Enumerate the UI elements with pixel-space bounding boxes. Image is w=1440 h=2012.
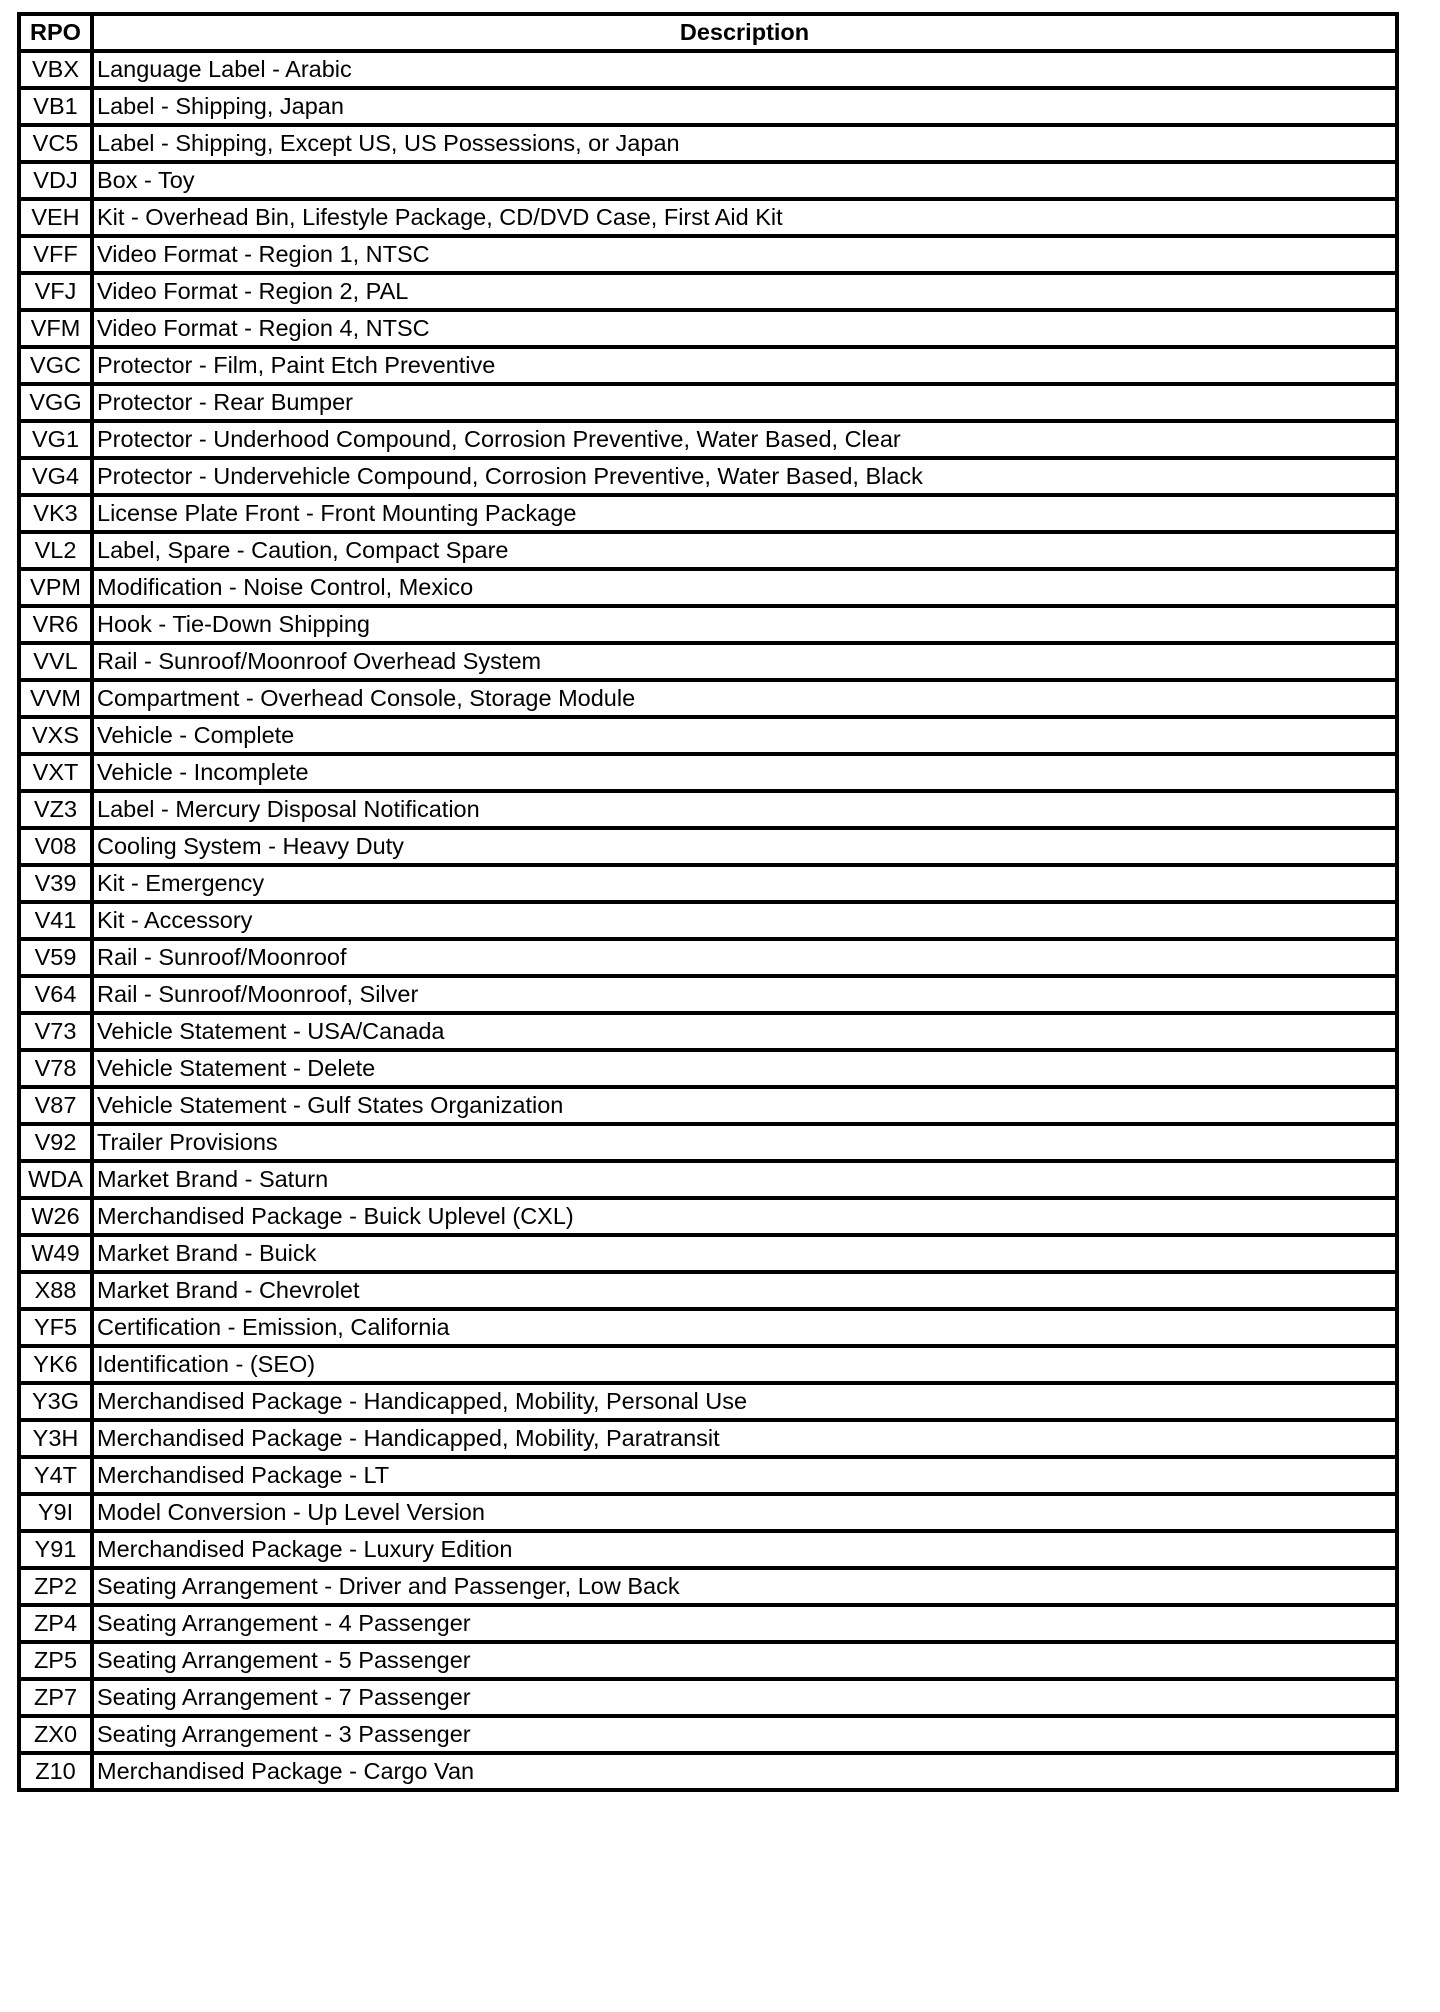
header-rpo: RPO	[19, 14, 92, 51]
rpo-code-cell: VGC	[19, 347, 92, 384]
description-cell: Video Format - Region 1, NTSC	[92, 236, 1397, 273]
table-row	[19, 236, 1397, 273]
rpo-code-cell: V92	[19, 1124, 92, 1161]
rpo-code-cell: VR6	[19, 606, 92, 643]
rpo-code-cell: V08	[19, 828, 92, 865]
table-row	[19, 1716, 1397, 1753]
table-row	[19, 976, 1397, 1013]
rpo-code-cell: VL2	[19, 532, 92, 569]
description-cell: Kit - Overhead Bin, Lifestyle Package, CD/DVD Case, First Aid Kit	[92, 199, 1397, 236]
rpo-code-cell: VK3	[19, 495, 92, 532]
table-row	[19, 680, 1397, 717]
table-row	[19, 828, 1397, 865]
rpo-code-cell: VBX	[19, 51, 92, 88]
rpo-code-cell: Y91	[19, 1531, 92, 1568]
description-cell: Vehicle Statement - Gulf States Organization	[92, 1087, 1397, 1124]
description-cell: Language Label - Arabic	[92, 51, 1397, 88]
rpo-code-cell: VFM	[19, 310, 92, 347]
rpo-code-cell: Y3H	[19, 1420, 92, 1457]
rpo-code-cell: VB1	[19, 88, 92, 125]
rpo-code-cell: VXS	[19, 717, 92, 754]
description-cell: Model Conversion - Up Level Version	[92, 1494, 1397, 1531]
description-cell: Label - Shipping, Japan	[92, 88, 1397, 125]
rpo-code-cell: VG4	[19, 458, 92, 495]
description-cell: License Plate Front - Front Mounting Package	[92, 495, 1397, 532]
description-cell: Rail - Sunroof/Moonroof, Silver	[92, 976, 1397, 1013]
description-cell: Merchandised Package - Luxury Edition	[92, 1531, 1397, 1568]
table-row	[19, 939, 1397, 976]
description-cell: Label - Shipping, Except US, US Possessions, or Japan	[92, 125, 1397, 162]
description-cell: Label, Spare - Caution, Compact Spare	[92, 532, 1397, 569]
rpo-code-cell: VVM	[19, 680, 92, 717]
description-cell: Protector - Undervehicle Compound, Corrosion Preventive, Water Based, Black	[92, 458, 1397, 495]
rpo-code-cell: X88	[19, 1272, 92, 1309]
rpo-code-cell: ZP5	[19, 1642, 92, 1679]
description-cell: Kit - Emergency	[92, 865, 1397, 902]
rpo-table	[17, 12, 1399, 1792]
rpo-code-cell: VEH	[19, 199, 92, 236]
description-cell: Rail - Sunroof/Moonroof Overhead System	[92, 643, 1397, 680]
description-cell: Vehicle - Incomplete	[92, 754, 1397, 791]
rpo-code-cell: V59	[19, 939, 92, 976]
table-row	[19, 310, 1397, 347]
table-row	[19, 421, 1397, 458]
table-row	[19, 1050, 1397, 1087]
table-row	[19, 495, 1397, 532]
table-row	[19, 162, 1397, 199]
table-row	[19, 1272, 1397, 1309]
description-cell: Seating Arrangement - 5 Passenger	[92, 1642, 1397, 1679]
table-row	[19, 1013, 1397, 1050]
description-cell: Label - Mercury Disposal Notification	[92, 791, 1397, 828]
description-cell: Protector - Underhood Compound, Corrosion Preventive, Water Based, Clear	[92, 421, 1397, 458]
table-row	[19, 347, 1397, 384]
description-cell: Certification - Emission, California	[92, 1309, 1397, 1346]
description-cell: Merchandised Package - LT	[92, 1457, 1397, 1494]
description-cell: Merchandised Package - Cargo Van	[92, 1753, 1397, 1790]
rpo-code-cell: W49	[19, 1235, 92, 1272]
table-row	[19, 865, 1397, 902]
rpo-code-cell: ZP4	[19, 1605, 92, 1642]
table-row	[19, 1531, 1397, 1568]
table-row	[19, 1457, 1397, 1494]
rpo-code-cell: VFJ	[19, 273, 92, 310]
rpo-code-cell: Y3G	[19, 1383, 92, 1420]
rpo-code-cell: YK6	[19, 1346, 92, 1383]
rpo-code-cell: ZX0	[19, 1716, 92, 1753]
rpo-code-cell: ZP2	[19, 1568, 92, 1605]
table-row	[19, 1494, 1397, 1531]
table-row	[19, 902, 1397, 939]
description-cell: Merchandised Package - Handicapped, Mobility, Personal Use	[92, 1383, 1397, 1420]
description-cell: Kit - Accessory	[92, 902, 1397, 939]
rpo-code-cell: V73	[19, 1013, 92, 1050]
description-cell: Seating Arrangement - 4 Passenger	[92, 1605, 1397, 1642]
table-row	[19, 1568, 1397, 1605]
description-cell: Market Brand - Buick	[92, 1235, 1397, 1272]
description-cell: Video Format - Region 2, PAL	[92, 273, 1397, 310]
table-row	[19, 1642, 1397, 1679]
table-header-row	[19, 14, 1397, 51]
table-row	[19, 754, 1397, 791]
table-row	[19, 1346, 1397, 1383]
rpo-code-cell: V87	[19, 1087, 92, 1124]
table-row	[19, 1198, 1397, 1235]
description-cell: Trailer Provisions	[92, 1124, 1397, 1161]
description-cell: Seating Arrangement - 7 Passenger	[92, 1679, 1397, 1716]
description-cell: Identification - (SEO)	[92, 1346, 1397, 1383]
table-row	[19, 606, 1397, 643]
table-row	[19, 384, 1397, 421]
table-row	[19, 1420, 1397, 1457]
table-row	[19, 88, 1397, 125]
description-cell: Rail - Sunroof/Moonroof	[92, 939, 1397, 976]
rpo-code-cell: Z10	[19, 1753, 92, 1790]
rpo-code-cell: VGG	[19, 384, 92, 421]
table-row	[19, 1383, 1397, 1420]
description-cell: Modification - Noise Control, Mexico	[92, 569, 1397, 606]
table-row	[19, 791, 1397, 828]
rpo-code-cell: VC5	[19, 125, 92, 162]
rpo-code-cell: VDJ	[19, 162, 92, 199]
description-cell: Protector - Film, Paint Etch Preventive	[92, 347, 1397, 384]
description-cell: Seating Arrangement - Driver and Passenger, Low Back	[92, 1568, 1397, 1605]
rpo-code-cell: V39	[19, 865, 92, 902]
table-row	[19, 643, 1397, 680]
table-row	[19, 273, 1397, 310]
rpo-code-cell: V64	[19, 976, 92, 1013]
table-row	[19, 1605, 1397, 1642]
table-row	[19, 569, 1397, 606]
description-cell: Market Brand - Chevrolet	[92, 1272, 1397, 1309]
table-row	[19, 458, 1397, 495]
table-row	[19, 125, 1397, 162]
table-row	[19, 1235, 1397, 1272]
table-row	[19, 1309, 1397, 1346]
table-row	[19, 1161, 1397, 1198]
description-cell: Vehicle - Complete	[92, 717, 1397, 754]
header-description: Description	[92, 14, 1397, 51]
description-cell: Market Brand - Saturn	[92, 1161, 1397, 1198]
description-cell: Protector - Rear Bumper	[92, 384, 1397, 421]
rpo-code-cell: YF5	[19, 1309, 92, 1346]
table-row	[19, 1087, 1397, 1124]
description-cell: Cooling System - Heavy Duty	[92, 828, 1397, 865]
description-cell: Vehicle Statement - USA/Canada	[92, 1013, 1397, 1050]
rpo-code-cell: VVL	[19, 643, 92, 680]
description-cell: Merchandised Package - Buick Uplevel (CXL)	[92, 1198, 1397, 1235]
rpo-code-cell: V41	[19, 902, 92, 939]
table-row	[19, 532, 1397, 569]
description-cell: Seating Arrangement - 3 Passenger	[92, 1716, 1397, 1753]
table-row	[19, 51, 1397, 88]
rpo-code-cell: VG1	[19, 421, 92, 458]
rpo-code-cell: Y9I	[19, 1494, 92, 1531]
rpo-code-cell: VPM	[19, 569, 92, 606]
rpo-code-cell: Y4T	[19, 1457, 92, 1494]
table-row	[19, 1679, 1397, 1716]
description-cell: Merchandised Package - Handicapped, Mobility, Paratransit	[92, 1420, 1397, 1457]
rpo-code-cell: ZP7	[19, 1679, 92, 1716]
rpo-code-cell: WDA	[19, 1161, 92, 1198]
description-cell: Compartment - Overhead Console, Storage Module	[92, 680, 1397, 717]
table-row	[19, 1124, 1397, 1161]
document-page	[17, 12, 1395, 1792]
rpo-code-cell: V78	[19, 1050, 92, 1087]
description-cell: Box - Toy	[92, 162, 1397, 199]
rpo-code-cell: VXT	[19, 754, 92, 791]
table-row	[19, 1753, 1397, 1790]
rpo-code-cell: W26	[19, 1198, 92, 1235]
table-row	[19, 199, 1397, 236]
rpo-code-cell: VFF	[19, 236, 92, 273]
table-row	[19, 717, 1397, 754]
description-cell: Hook - Tie-Down Shipping	[92, 606, 1397, 643]
description-cell: Video Format - Region 4, NTSC	[92, 310, 1397, 347]
rpo-code-cell: VZ3	[19, 791, 92, 828]
description-cell: Vehicle Statement - Delete	[92, 1050, 1397, 1087]
